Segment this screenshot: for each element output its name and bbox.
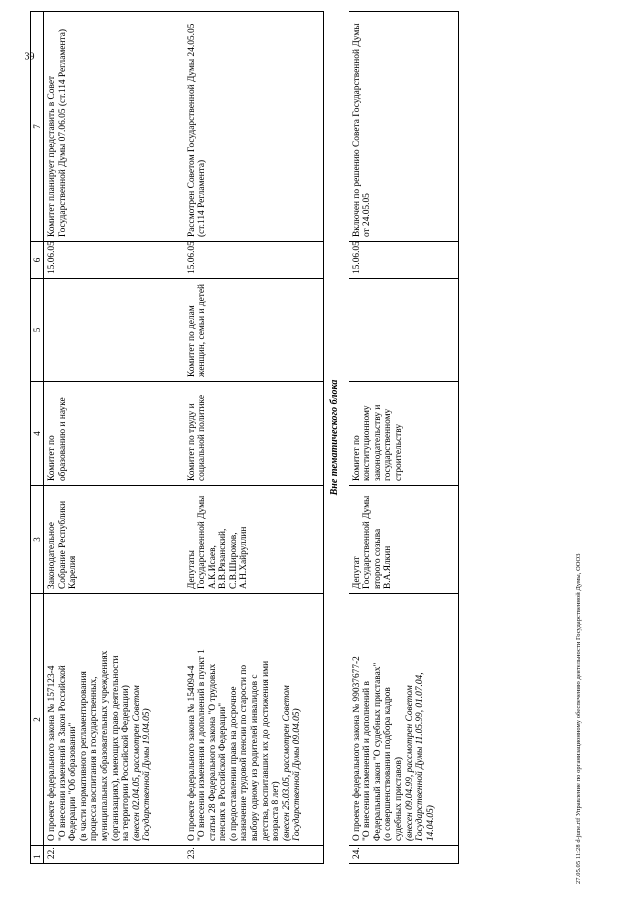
column-header: 3 [31, 486, 44, 594]
date: 15.06.05 [184, 242, 324, 279]
responsible-committee: Комитет по труду и социальной политике [184, 382, 324, 486]
responsible-committee: Комитет по конституционному законодательству и государственному строительству [349, 382, 459, 486]
row-number: 23. [184, 846, 324, 864]
column-header: 7 [31, 12, 44, 242]
bill-description: О проекте федерального закона № 99037677-2 "О внесении изменений и дополнений в Федеральный закон "О судебных приставах" (о совершенствовании подбора кадров судебных приставов) (внесен 09.04.99, рассмотрен Советом Государственной Думы 11.05.99, 01.07.04, 14.04.05) [349, 594, 459, 846]
section-row [324, 12, 349, 864]
page-number: 39 [24, 51, 35, 63]
agenda-table [30, 11, 459, 864]
column-header: 4 [31, 382, 44, 486]
bill-description: О проекте федерального закона № 157123-4 "О внесении изменений в Закон Российской Федерации "Об образовании" (в части нормативного регламентирования процесса воспитания в государственных, муниципальных образовательных учреждениях (организациях), имеющих право деятельности на территории Российской Федерации) (внесен 02.04.05, рассмотрен Советом Государственной Думы 19.04.05) [44, 594, 184, 846]
table-row [349, 12, 459, 864]
bill-description: О проекте федерального закона № 154094-4 "О внесении изменения и дополнений в пункт 1 статьи 28 Федерального закона "О трудовых пенсиях в Российской Федерации" (о предоставлении права на досрочное назначение трудовой пенсии по старости по выбору одному из родителей инвалидов с детства, воспитавших их до достижения ими возраста 8 лет) (внесен 25.03.05, рассмотрен Советом Государственной Думы 09.04.05) [184, 594, 324, 846]
initiator: Депутат Государственной Думы второго созыва В.А.Ялкин [349, 486, 459, 594]
status-note: Рассмотрен Советом Государственной Думы 24.05.05 (ст.114 Регламента) [184, 12, 324, 242]
status-note: Комитет планирует представить в Совет Государственной Думы 07.06.05 (ст.114 Регламента) [44, 12, 184, 242]
co-committee [349, 279, 459, 382]
footer-line: 27.05.05 11:28 d-june.rtf Управление по организационному обеспечению деятельности Государственной Думы, ООО3 [575, 553, 582, 884]
column-header: 2 [31, 594, 44, 846]
date: 15.06.05 [44, 242, 184, 279]
section-title: Вне тематического блока [329, 379, 340, 496]
co-committee: Комитет по делам женщин, семьи и детей [184, 279, 324, 382]
column-header: 1 [31, 846, 44, 864]
table-row [44, 12, 184, 864]
status-note: Включен по решению Совета Государственной Думы от 24.05.05 [349, 12, 459, 242]
column-header: 6 [31, 242, 44, 279]
column-header: 5 [31, 279, 44, 382]
co-committee [44, 279, 184, 382]
responsible-committee: Комитет по образованию и науке [44, 382, 184, 486]
initiator: Депутаты Государственной Думы А.К.Исаев, В.В.Рязанский, С.В.Широков, А.Н.Хайруллин [184, 486, 324, 594]
date: 15.06.05 [349, 242, 459, 279]
initiator: Законодательное Собрание Республики Карелия [44, 486, 184, 594]
row-number: 22. [44, 846, 184, 864]
table-row [184, 12, 324, 864]
table-header-row [31, 12, 44, 864]
row-number: 24. [349, 846, 459, 864]
